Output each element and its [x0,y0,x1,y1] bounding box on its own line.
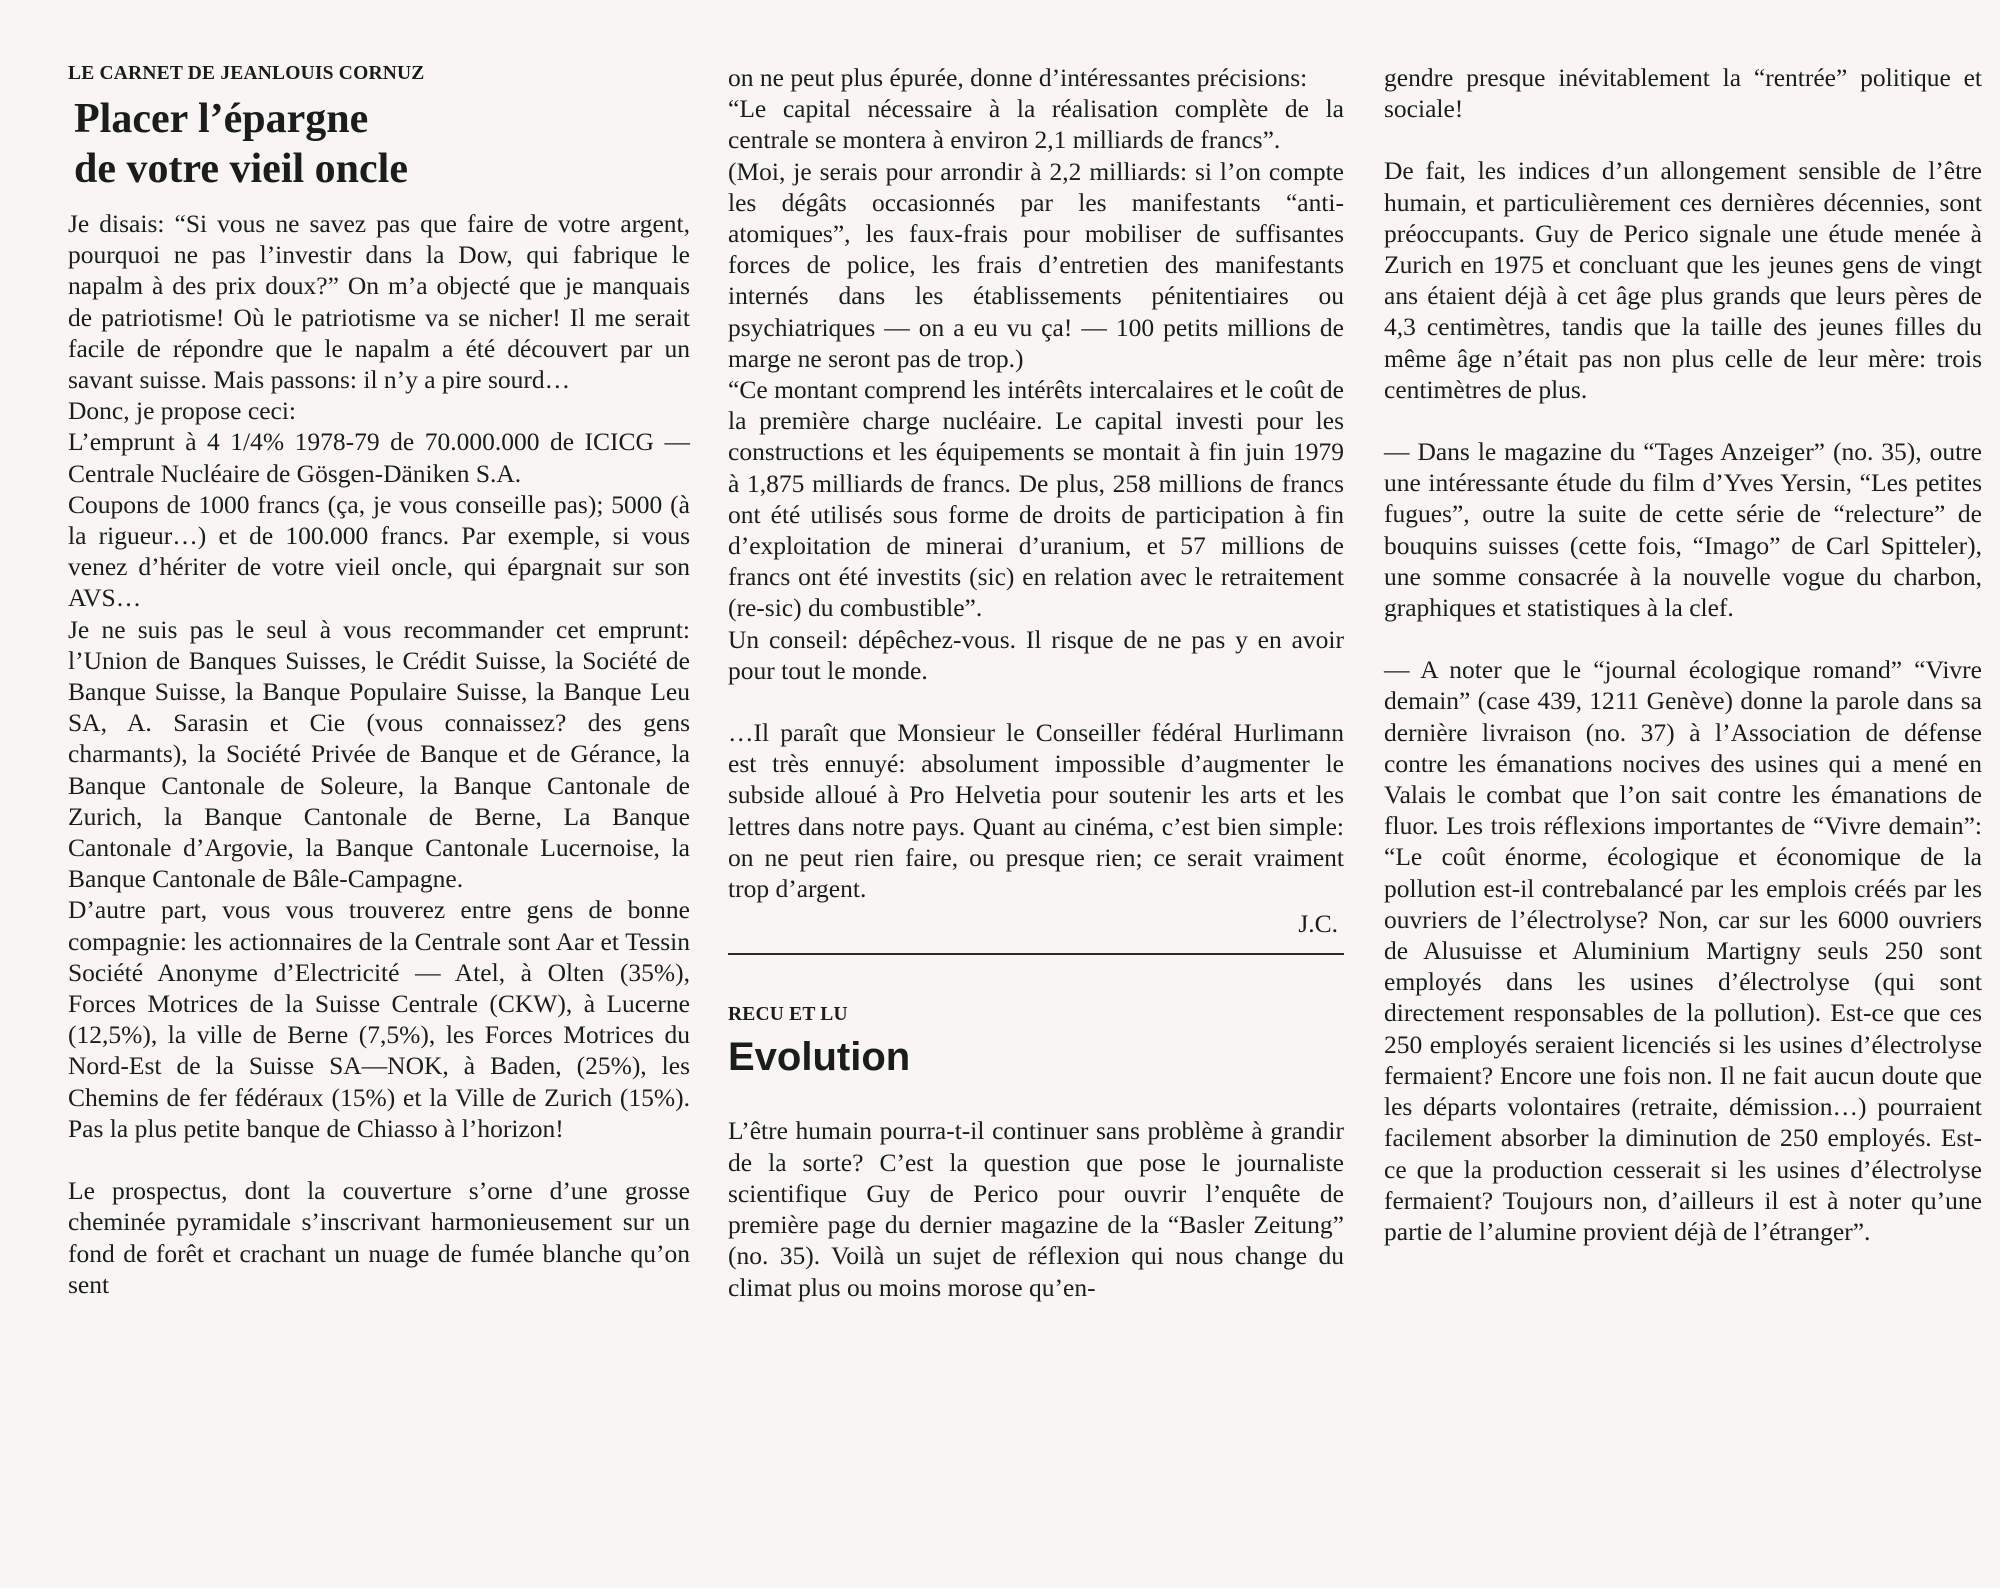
paragraph: Donc, je propose ceci: [68,396,296,426]
paragraph: on ne peut plus épurée, donne d’intéressantes précisions: [728,63,1308,92]
headline-line-1: Placer l’épargne [74,96,369,142]
paragraph: “Le capital nécessaire à la réalisation complète de la centrale se montera à environ 2,1 milliards de francs”. [728,94,1344,155]
paragraph: Le prospectus, dont la couverture s’orne d’une grosse cheminée pyramidale s’inscrivant harmonieusement sur un fond de forêt et crachant un nuage de fumée blanche qu’on sent [68,1176,690,1299]
paragraph: De fait, les indices d’un allongement sensible de l’être humain, et particulièrement ces dernières décennies, sont préoccupants. Guy de Perico signale une étude menée à Zurich en 1975 et concluant que les jeunes gens de vingt ans étaient déjà à cet âge plus grands que leurs pères de 4,3 centimètres, tandis que la taille des jeunes filles du même âge n’était pas non plus celle de leur mère: trois centimètres de plus. [1384,156,1982,404]
author-signature: J.C. [1298,909,1338,939]
column-2 [728,62,1344,1303]
paragraph-gap [1384,124,1982,155]
paragraph: Je ne suis pas le seul à vous recommander cet emprunt: l’Union de Banques Suisses, le Crédit Suisse, la Société de Banque Suisse, la Banque Populaire Suisse, la Banque Leu SA, A. Sarasin et Cie (vous connaissez? des gens charmants), la Société Privée de Banque et de Gérance, la Banque Cantonale de Soleure, la Banque Cantonale de Zurich, la Banque Cantonale de Berne, La Banque Cantonale d’Argovie, la Banque Cantonale Lucernoise, la Banque Cantonale de Bâle-Campagne. [68,614,690,894]
paragraph: L’emprunt à 4 1/4% 1978-79 de 70.000.000 de ICICG — Centrale Nucléaire de Gösgen-Däniken S.A. [68,427,690,488]
paragraph: …Il paraît que Monsieur le Conseiller fédéral Hurlimann est très ennuyé: absolument impossible d’augmenter le subside alloué à Pro Helvetia pour soutenir les arts et les lettres dans notre pays. Quant au cinéma, c’est bien simple: on ne peut rien faire, ou presque rien; ce serait vraiment trop d’argent. [728,718,1344,904]
paragraph: Un conseil: dépêchez-vous. Il risque de ne pas y en avoir pour tout le monde. [728,624,1344,685]
column-1 [68,62,690,1300]
paragraph-gap [68,1144,690,1175]
column-kicker: LE CARNET DE JEANLOUIS CORNUZ [68,63,425,84]
column-3 [1384,62,1982,1247]
article-headline [74,94,690,194]
headline-line-2: de votre vieil oncle [74,146,408,192]
paragraph: gendre presque inévitablement la “rentrée” politique et sociale! [1384,63,1982,124]
paragraph-gap [728,686,1344,717]
section-divider [728,953,1344,955]
paragraph: L’être humain pourra-t-il continuer sans problème à grandir de la sorte? C’est la question que pose le journaliste scientifique Guy de Perico pour ouvrir l’enquête de première page du dernier magazine de la “Basler Zeitung” (no. 35). Voilà un sujet de réflexion qui nous change du climat plus ou moins morose qu’en- [728,1116,1344,1302]
paragraph: D’autre part, vous vous trouverez entre gens de bonne compagnie: les actionnaires de la Centrale sont Aar et Tessin Société Anonyme d’Electricité — Atel, à Olten (35%), Forces Motrices de la Suisse Centrale (CKW), à Lucerne (12,5%), la ville de Berne (7,5%), les Forces Motrices du Nord-Est de la Suisse SA—NOK, à Baden, (25%), les Chemins de fer fédéraux (15%) et la Ville de Zurich (15%). Pas la plus petite banque de Chiasso à l’horizon! [68,895,690,1143]
paragraph: Je disais: “Si vous ne savez pas que faire de votre argent, pourquoi ne pas l’investir dans la Dow, qui fabrique le napalm à des prix doux?” On m’a objecté que je manquais de patriotisme! Où le patriotisme va se nicher! Il me serait facile de répondre que le napalm a été découvert par un savant suisse. Mais passons: il n’y a pire sourd… [68,209,690,395]
paragraph: Coupons de 1000 francs (ça, je vous conseille pas); 5000 (à la rigueur…) et de 100.000 francs. Par exemple, si vous venez d’hériter de votre vieil oncle, qui épargnait sur son AVS… [68,489,690,613]
article-headline: Evolution [728,1035,911,1080]
paragraph: “Ce montant comprend les intérêts intercalaires et le coût de la première charge nucléaire. Le capital investi pour les constructions et les équipements se montait à fin juin 1979 à 1,875 milliards de francs. De plus, 258 millions de francs ont été utilisés sous forme de droits de participation à fin d’exploitation de minerai d’uranium, et 57 millions de francs ont été investits (sic) en relation avec le retraitement (re-sic) du combustible”. [728,375,1344,623]
paragraph-gap [1384,405,1982,436]
paragraph: (Moi, je serais pour arrondir à 2,2 milliards: si l’on compte les dégâts occasionnés par les manifestants “anti-atomiques”, les faux-frais pour mobiliser de suffisantes forces de police, les frais d’entretien des manifestants internés dans les établissements pénitentiaires ou psychiatriques — on a eu vu ça! — 100 petits millions de marge ne seront pas de trop.) [728,156,1344,373]
paragraph: — A noter que le “journal écologique romand” “Vivre demain” (case 439, 1211 Genève) donne la parole dans sa dernière livraison (no. 37) à l’Association de défense contre les émanations nocives des usines qui a mené en Valais le combat que l’on sait contre les émanations de fluor. Les trois réflexions importantes de “Vivre demain”: “Le coût énorme, écologique et économique de la pollution est-il contrebalancé par les emplois créés par les ouvriers de l’électrolyse? Non, car sur les 6000 ouvriers de Alusuisse et Aluminium Martigny seuls 250 sont employés dans les usines d’électrolyse (qui sont directement responsables de la pollution). Est-ce que ces 250 employés seraient licenciés si les usines d’électrolyse fermaient? Encore une fois non. Il ne fait aucun doute que les départs volontaires (retraite, démission…) pourraient facilement absorber la diminution de 250 employés. Est-ce que la production cesserait si les usines d’électrolyse fermaient? Toujours non, d’ailleurs il est à noter qu’une partie de l’alumine provient déjà de l’étranger”. [1384,655,1982,1246]
paragraph-gap [1384,623,1982,654]
paragraph: — Dans le magazine du “Tages Anzeiger” (no. 35), outre une intéressante étude du film d’Yves Yersin, “Les petites fugues”, outre la suite de cette série de “relecture” de bouquins suisses (cette fois, “Imago” de Carl Spitteler), une somme consacrée à la nouvelle vogue du charbon, graphiques et statistiques à la clef. [1384,437,1982,623]
column-kicker: RECU ET LU [728,1004,848,1026]
